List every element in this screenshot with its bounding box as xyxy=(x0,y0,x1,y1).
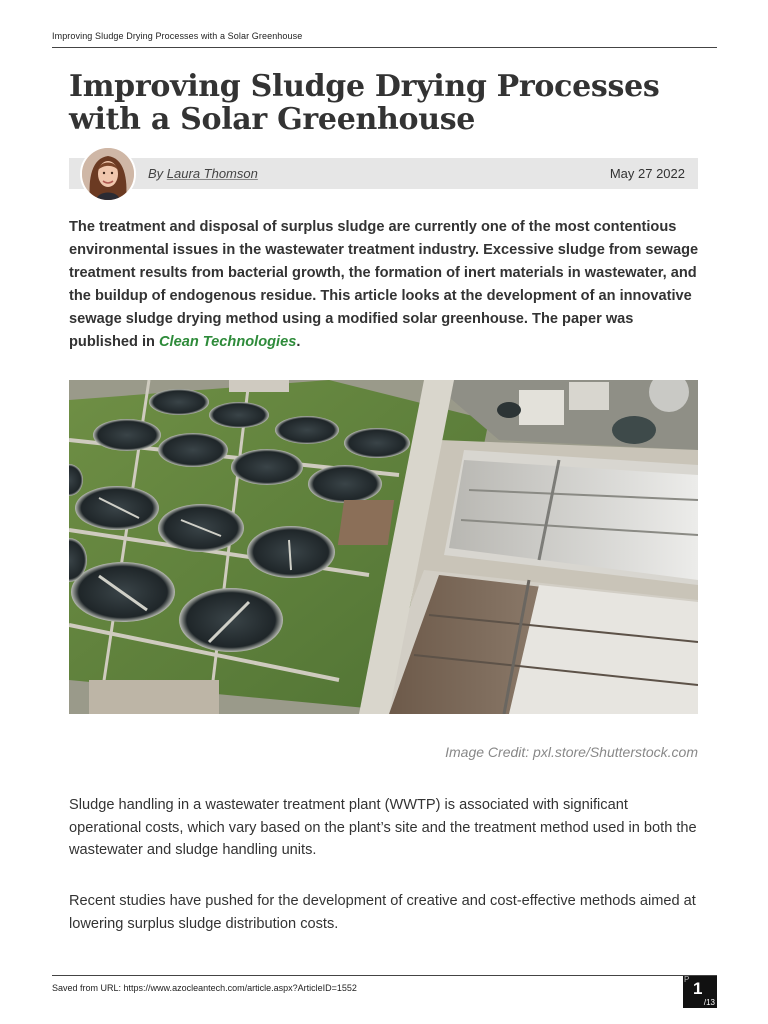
article-title: Improving Sludge Drying Processes with a Solar Greenhouse xyxy=(69,69,660,137)
wastewater-plant-image xyxy=(69,380,698,714)
lede-end: . xyxy=(296,334,301,350)
running-header: Improving Sludge Drying Processes with a Solar Greenhouse xyxy=(52,31,303,41)
byline-prefix: By xyxy=(148,166,164,181)
saved-url xyxy=(52,983,357,993)
page-total: /13 xyxy=(703,998,715,1007)
article-lede xyxy=(69,216,699,354)
header-divider xyxy=(52,47,717,48)
journal-link[interactable]: Clean Technologies xyxy=(159,334,297,350)
page-indicator xyxy=(683,976,717,1008)
author-link[interactable]: Laura Thomson xyxy=(166,166,258,181)
lede-text: The treatment and disposal of surplus sludge are currently one of the most contentious environmental issues in the wastewater treatment industry. Excessive sludge from sewage treatment results from bacterial growth, the formation of inert materials in wastewater, and the buildup of endogenous residue. This article looks at the development of an innovative sewage sludge drying method using a modified solar greenhouse. The paper was published in xyxy=(69,219,699,350)
image-credit: Image Credit: pxl.store/Shutterstock.com xyxy=(445,744,698,760)
paragraph-2: Recent studies have pushed for the development of creative and cost-effective methods aimed at lowering surplus sludge distribution costs. xyxy=(69,893,696,932)
publish-date: May 27 2022 xyxy=(609,166,685,181)
source-url[interactable]: https://www.azocleantech.com/article.aspx?ArticleID=1552 xyxy=(123,983,357,993)
author-avatar-icon xyxy=(82,148,134,200)
saved-label: Saved from URL: xyxy=(52,983,122,993)
page-number: 1 xyxy=(693,979,703,998)
hero-image xyxy=(69,380,698,714)
author-avatar[interactable] xyxy=(80,146,136,202)
footer-divider xyxy=(52,975,717,976)
paragraph-1: Sludge handling in a wastewater treatment plant (WWTP) is associated with significant operational costs, which vary based on the plant’s site and the treatment method used in both the wastewater and sludge handling units. xyxy=(69,797,697,858)
byline xyxy=(148,166,258,181)
page-letter: P xyxy=(684,975,690,984)
